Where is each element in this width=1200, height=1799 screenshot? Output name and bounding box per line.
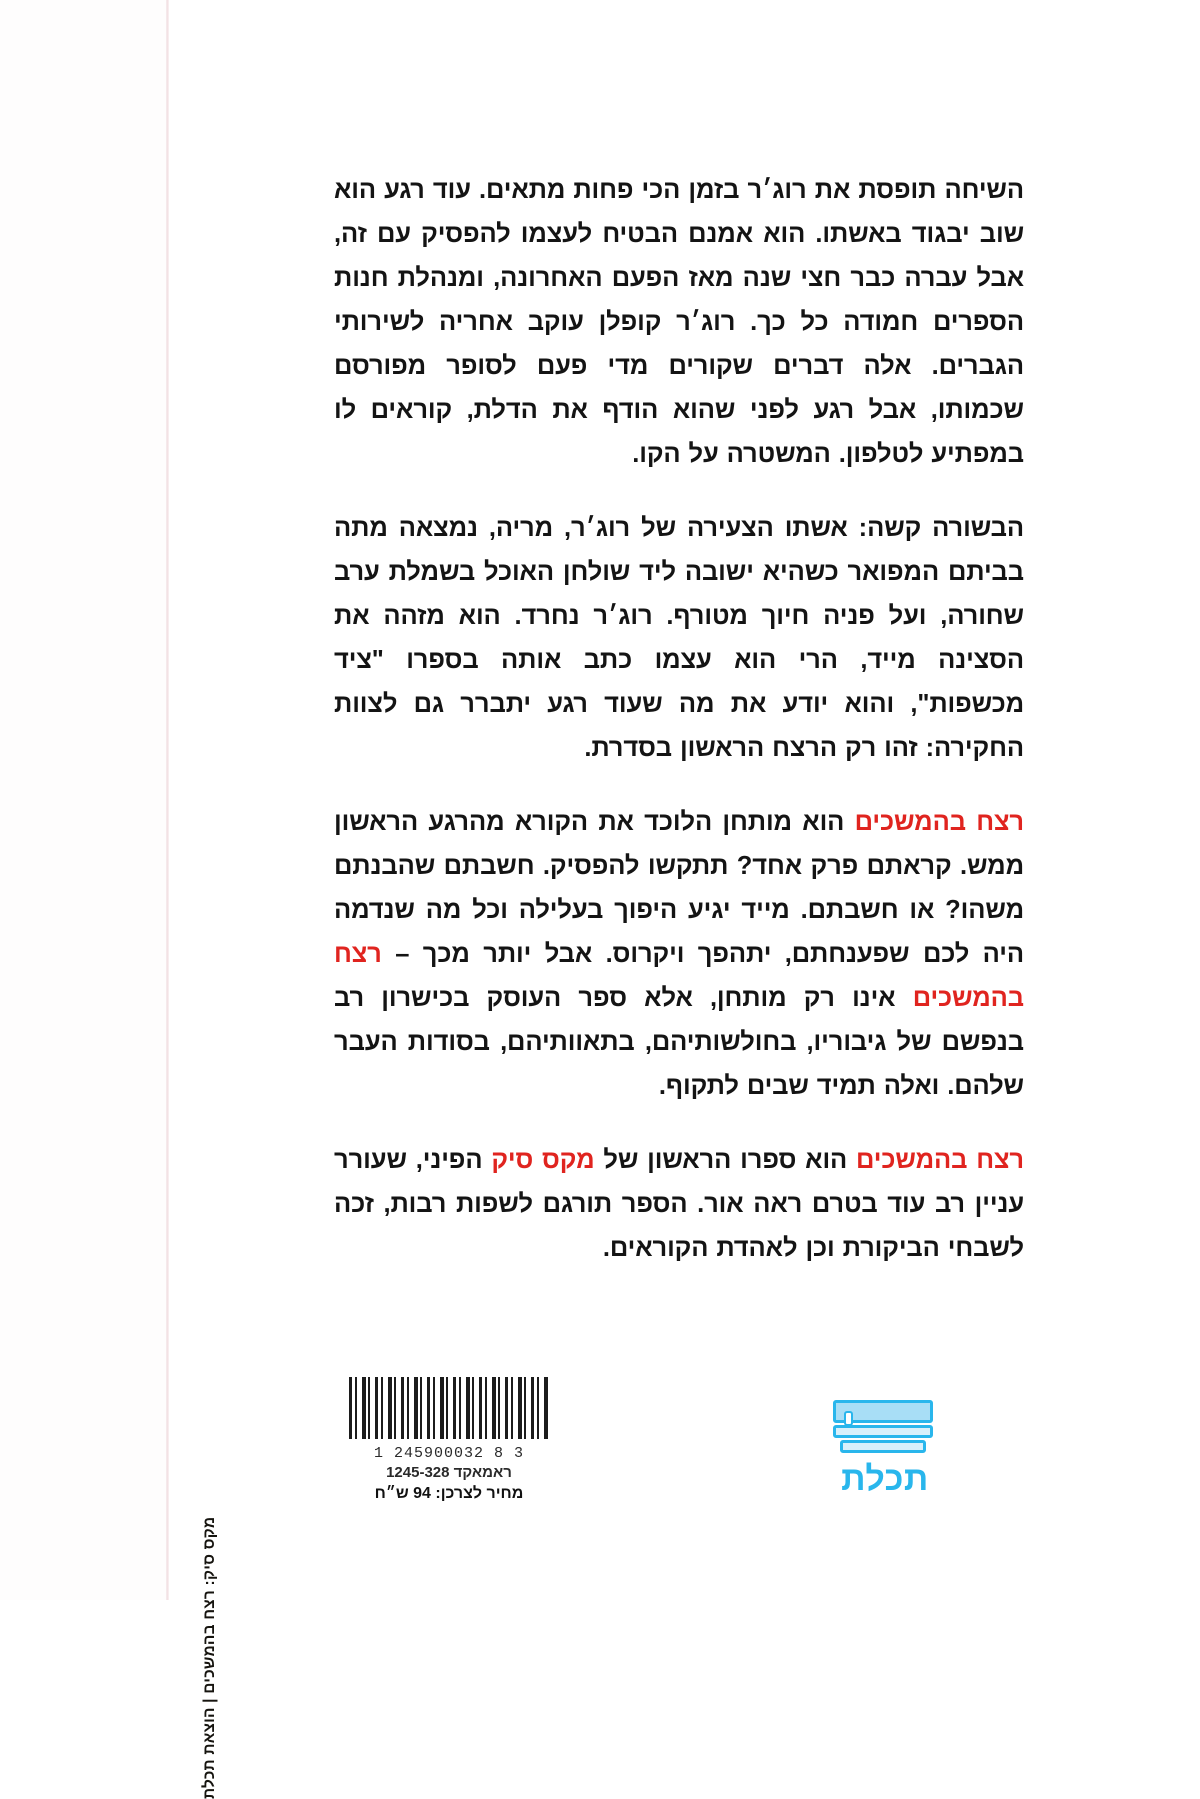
blurb-paragraph-4 [334,1138,1024,1270]
publisher-name: תכלת [841,1460,929,1498]
blurb-paragraph-1 [334,168,1024,476]
barcode-digits: 1 245900032 8 3 [373,1445,525,1462]
blurb-paragraph-4-run-2: הפיני, שעורר עניין רב עוד בטרם ראה אור. הספר תורגם לשפות רבות, זכה לשבחי הביקורת וכן לאהדת הקוראים. [334,1146,1024,1262]
book-icon-middle [833,1425,933,1438]
blurb-paragraph-2-text: הבשורה קשה: אשתו הצעירה של רוג׳ר, מריה, נמצאה מתה בביתם המפואר כשהיא ישובה ליד שולחן האוכל בשמלת ערב שחורה, ועל פניה חיוך מטורף. רוג׳ר נחרד. הוא מזהה את הסצינה מייד, הרי הוא עצמו כתב אותה בספרו "ציד מכשפות", והוא יודע את מה שעוד רגע יתברר גם לצוות החקירה: זהו רק הרצח הראשון בסדרת. [334,514,1024,762]
stacked-books-icon [833,1398,937,1460]
blurb-paragraph-2 [334,506,1024,770]
barcode-block [334,1377,564,1504]
blurb-paragraph-4-run-1: הוא ספרו הראשון של [594,1146,857,1174]
publisher-logo [826,1398,944,1496]
book-icon-top [833,1400,933,1423]
cover-footer [334,1314,1024,1504]
price-label: מחיר לצרכן: 94 ש״ח [374,1485,524,1502]
book-icon-bottom [840,1440,926,1453]
blurb-paragraph-1-text: השיחה תופסת את רוג׳ר בזמן הכי פחות מתאים. עוד רגע הוא שוב יבגוד באשתו. הוא אמנם הבטיח לעצמו להפסיק עם זה, אבל עברה כבר חצי שנה מאז הפעם האחרונה, ומנהלת חנות הספרים חמודה כל כך. רוג׳ר קופלן עוקב אחריה לשירותי הגברים. אלה דברים שקורים מדי פעם לסופר מפורסם שכמותו, אבל רגע לפני שהוא הודף את הדלת, קוראים לו במפתיע לטלפון. המשטרה על הקו. [334,176,1024,468]
blurb-paragraph-3 [334,800,1024,1108]
author-name-mention: מקס סיק [491,1146,595,1174]
book-title-mention-2: רצח בהמשכים [334,940,1024,1012]
book-title-mention-1: רצח בהמשכים [854,808,1024,836]
blurb-paragraph-3-run-2: הוא מותחן הלוכד את הקורא מהרגע הראשון ממש. קראתם פרק אחד? תתקשו להפסיק. חשבתם שהבנתם משהו? או חשבתם. מייד יגיע היפוך בעלילה וכל מה שנדמה היה לכם שפענחתם, יתהפך ויקרוס. אבל יותר מכך – [334,808,1024,968]
book-title-mention-3: רצח בהמשכים [856,1146,1024,1174]
flap-edge [0,0,166,1600]
barcode-image [349,1377,549,1439]
blurb-paragraph-3-run-3: אינו רק מותחן, אלא ספר העוסק בכישרון רב בנפשם של גיבוריו, בחולשותיהם, בתאוותיהם, בסודות העבר שלהם. ואלה תמיד שבים לתקוף. [334,984,1024,1100]
book-spine [170,0,248,1799]
barcode-reference: ראמאקד 1245-328 [386,1464,512,1481]
book-icon-clasp [844,1411,853,1426]
spine-fold-line [166,0,169,1600]
spine-title-text: מקס סיק: רצח בהמשכים | הוצאת תכלת [201,1516,218,1799]
back-cover-blurb [334,168,1024,1270]
